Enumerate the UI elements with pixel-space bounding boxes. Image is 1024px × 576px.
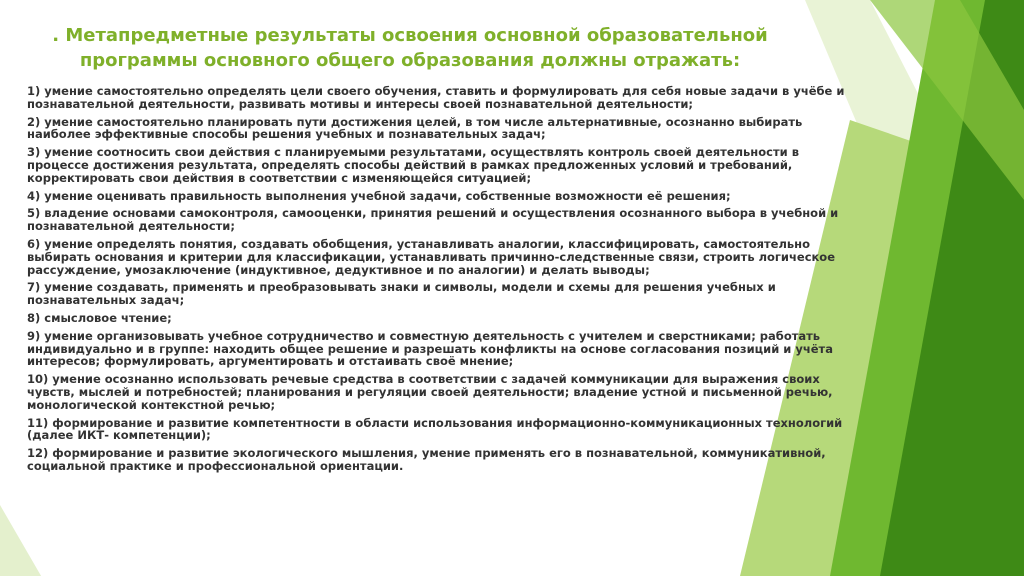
- list-item: 7) умение создавать, применять и преобразовывать знаки и символы, модели и схемы для решения учебных и познавательных задач;: [27, 280, 776, 308]
- list-item: 10) умение осознанно использовать речевые средства в соответствии с задачей коммуникации для выражения своих чувств, мыслей и потребностей; планирования и регуляции своей деятельности; владение устной и письменной речью, монологической контекстной речью;: [27, 372, 833, 412]
- list-item: 4) умение оценивать правильность выполнения учебной задачи, собственные возможности её решения;: [27, 188, 731, 203]
- list-item: 9) умение организовывать учебное сотрудничество и совместную деятельность с учителем и сверстниками; работать индивидуально и в группе: находить общее решение и разрешать конфликты на основе согласования позиций и учёта интересов; формулировать, аргументировать и отстаивать своё мнение;: [27, 328, 833, 369]
- list-item: 8) смысловое чтение;: [27, 310, 172, 325]
- slide-title: . Метапредметные результаты освоения основной образовательной программы основного общего образования должны отражать:: [52, 25, 768, 71]
- list-item: 6) умение определять понятия, создавать обобщения, устанавливать аналогии, классифицировать, самостоятельно выбирать основания и критерии для классификации, устанавливать причинно-следственные связи, строить логическое рассуждение, умозаключение (индуктивное, дедуктивное и по аналогии) и делать выводы;: [27, 236, 836, 277]
- list-item: 2) умение самостоятельно планировать пути достижения целей, в том числе альтернативные, осознанно выбирать наиболее эффективные способы решения учебных и познавательных задач;: [27, 114, 803, 142]
- list-item: 3) умение соотносить свои действия с планируемыми результатами, осуществлять контроль своей деятельности в процессе достижения результата, определять способы действий в рамках предложенных условий и требований, корректировать свои действия в соответствии с изменяющейся ситуацией;: [27, 145, 799, 185]
- list-item: 5) владение основами самоконтроля, самооценки, принятия решений и осуществления осознанного выбора в учебной и познавательной деятельности;: [27, 206, 839, 234]
- results-list: [27, 85, 862, 478]
- list-item: 1) умение самостоятельно определять цели своего обучения, ставить и формулировать для себя новые задачи в учёбе и познавательной деятельности, развивать мотивы и интересы своей познавательной деятельности;: [27, 84, 845, 111]
- list-item: 12) формирование и развитие экологического мышления, умение применять его в познавательной, коммуникативной, социальной практике и профессиональной ориентации.: [27, 446, 826, 473]
- list-item: 11) формирование и развитие компетентности в области использования информационно-коммуникационных технологий (далее ИКТ- компетенции);: [27, 415, 843, 443]
- stripe-pale-left: [0, 505, 55, 576]
